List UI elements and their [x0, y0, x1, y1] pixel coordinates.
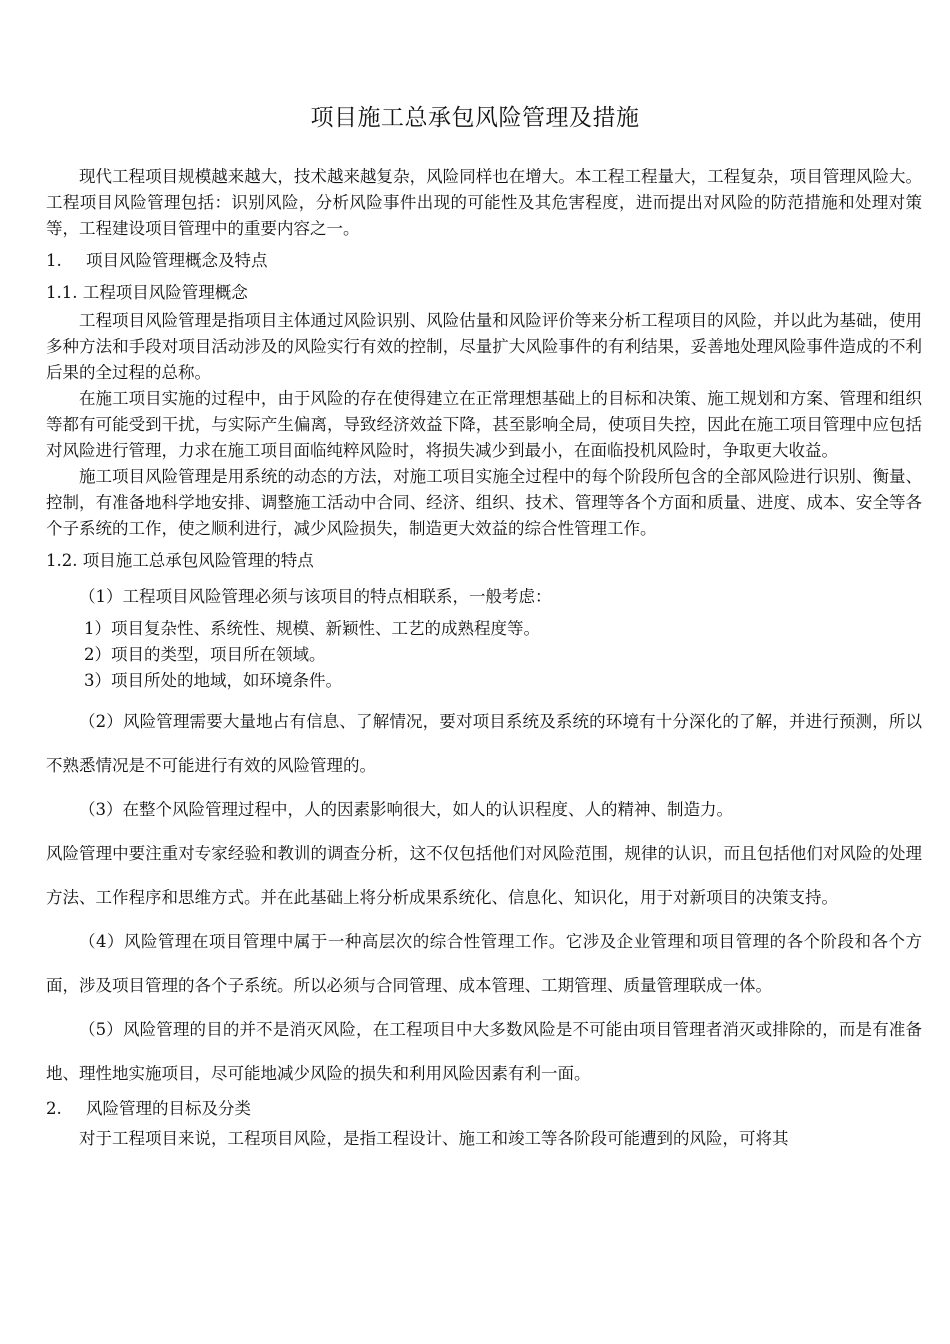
point-4: （4）风险管理在项目管理中属于一种高层次的综合性管理工作。它涉及企业管理和项目管理的各个阶段和各个方面，涉及项目管理的各个子系统。所以必须与合同管理、成本管理、工期管理、质量管理联成一体。 [46, 932, 922, 995]
section-1-heading [46, 248, 922, 274]
point-3: （3）在整个风险管理过程中，人的因素影响很大，如人的认识程度、人的精神、制造力。 [79, 800, 733, 819]
list-item-1: 1）项目复杂性、系统性、规模、新颖性、工艺的成熟程度等。 [84, 619, 540, 638]
point-3-continued: 风险管理中要注重对专家经验和教训的调查分析，这不仅包括他们对风险范围，规律的认识，而且包括他们对风险的处理方法、工作程序和思维方式。并在此基础上将分析成果系统化、信息化、知识化，用于对新项目的决策支持。 [46, 844, 922, 907]
point-1: （1）工程项目风险管理必须与该项目的特点相联系，一般考虑： [79, 587, 552, 606]
document-body [46, 164, 922, 1152]
section-1-1-paragraph-1: 工程项目风险管理是指项目主体通过风险识别、风险估量和风险评价等来分析工程项目的风险，并以此为基础，使用多种方法和手段对项目活动涉及的风险实行有效的控制，尽量扩大风险事件的有利结果，妥善地处理风险事件造成的不利后果的全过程的总称。 [46, 311, 922, 382]
section-1-2-heading: 1.2. 项目施工总承包风险管理的特点 [46, 551, 314, 570]
section-1-1-paragraph-2: 在施工项目实施的过程中，由于风险的存在使得建立在正常理想基础上的目标和决策、施工规划和方案、管理和组织等都有可能受到干扰，与实际产生偏离，导致经济效益下降，甚至影响全局，使项目失控，因此在施工项目管理中应包括对风险进行管理，力求在施工项目面临纯粹风险时，将损失减少到最小，在面临投机风险时，争取更大收益。 [46, 389, 922, 460]
point-2: （2）风险管理需要大量地占有信息、了解情况，要对项目系统及系统的环境有十分深化的了解，并进行预测，所以不熟悉情况是不可能进行有效的风险管理的。 [46, 712, 922, 775]
list-item-2: 2）项目的类型，项目所在领域。 [84, 645, 326, 664]
document-title: 项目施工总承包风险管理及措施 [310, 105, 640, 131]
section-1-title: 项目风险管理概念及特点 [86, 251, 268, 270]
section-2-heading [46, 1096, 922, 1122]
section-2-number: 2. [46, 1099, 62, 1118]
section-1-1-paragraph-3: 施工项目风险管理是用系统的动态的方法，对施工项目实施全过程中的每个阶段所包含的全部风险进行识别、衡量、控制，有准备地科学地安排、调整施工活动中合同、经济、组织、技术、管理等各个方面和质量、进度、成本、安全等各个子系统的工作，使之顺利进行，减少风险损失，制造更大效益的综合性管理工作。 [46, 467, 922, 538]
section-1-number: 1. [46, 251, 62, 270]
section-1-1-heading: 1.1. 工程项目风险管理概念 [46, 283, 248, 302]
section-2-title: 风险管理的目标及分类 [86, 1099, 251, 1118]
intro-paragraph: 现代工程项目规模越来越大，技术越来越复杂，风险同样也在增大。本工程工程量大，工程复杂，项目管理风险大。工程项目风险管理包括：识别风险，分析风险事件出现的可能性及其危害程度，进而提出对风险的防范措施和处理对策等，工程建设项目管理中的重要内容之一。 [46, 167, 922, 238]
section-2-paragraph: 对于工程项目来说，工程项目风险，是指工程设计、施工和竣工等各阶段可能遭到的风险，可将其 [79, 1129, 789, 1148]
list-item-3: 3）项目所处的地域，如环境条件。 [84, 671, 342, 690]
point-5: （5）风险管理的目的并不是消灭风险，在工程项目中大多数风险是不可能由项目管理者消灭或排除的，而是有准备地、理性地实施项目，尽可能地减少风险的损失和利用风险因素有利一面。 [46, 1020, 922, 1083]
